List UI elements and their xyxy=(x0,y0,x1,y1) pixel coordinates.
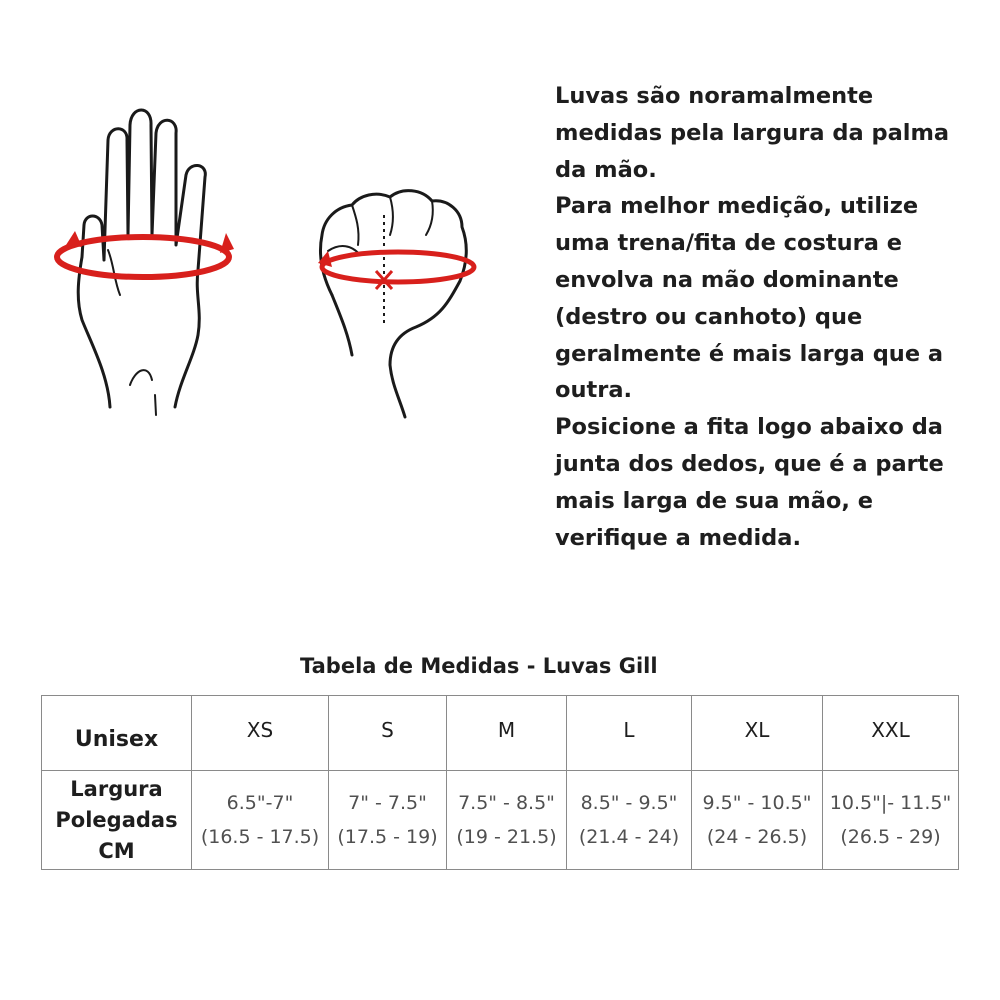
cm-value: (21.4 - 24) xyxy=(578,826,680,848)
inches-value: 6.5"-7" xyxy=(226,792,294,814)
size-table-measure-row xyxy=(42,771,959,870)
cm-value: (19 - 21.5) xyxy=(456,826,557,848)
row-label xyxy=(42,771,192,870)
instruction-paragraph-1: Luvas são noramalmente medidas pela largura da palma da mão. xyxy=(555,83,950,183)
inches-value: 8.5" - 9.5" xyxy=(580,792,678,814)
measurement-instructions xyxy=(555,78,975,556)
tape-loop-fist xyxy=(322,252,474,282)
inches-value: 10.5"|- 11.5" xyxy=(829,792,952,814)
size-code-xxl: XXL xyxy=(823,696,959,771)
size-code-s: S xyxy=(329,696,447,771)
measure-cell-s xyxy=(329,771,447,870)
instruction-paragraph-2: Para melhor medição, utilize uma trena/fita de costura e envolva na mão dominante (destro ou canhoto) que geralmente é mais larga que a outra. xyxy=(555,193,944,404)
cm-value: (17.5 - 19) xyxy=(337,826,438,848)
size-code-l: L xyxy=(567,696,692,771)
size-table-title: Tabela de Medidas - Luvas Gill xyxy=(300,654,658,678)
instruction-paragraph-3: Posicione a fita logo abaixo da junta dos dedos, que é a parte mais larga de sua mão, e verifique a medida. xyxy=(555,414,944,551)
tape-arrow-left xyxy=(66,231,82,247)
measure-cell-l xyxy=(567,771,692,870)
inches-value: 9.5" - 10.5" xyxy=(702,792,812,814)
row-label-cm: CM xyxy=(98,838,135,863)
size-code-xs: XS xyxy=(192,696,329,771)
open-hand-icon xyxy=(78,110,205,415)
measure-cell-xl xyxy=(692,771,823,870)
size-code-xl: XL xyxy=(692,696,823,771)
cm-value: (24 - 26.5) xyxy=(706,826,808,848)
inches-value: 7" - 7.5" xyxy=(348,792,427,814)
size-table xyxy=(41,695,959,870)
row-label-width: Largura xyxy=(70,776,163,801)
measure-cell-m xyxy=(447,771,567,870)
size-table-header-row xyxy=(42,696,959,771)
row-label-inches: Polegadas xyxy=(55,807,178,832)
unisex-label: Unisex xyxy=(42,696,192,771)
inches-value: 7.5" - 8.5" xyxy=(458,792,555,814)
hand-measurement-illustration xyxy=(30,95,500,425)
cm-value: (26.5 - 29) xyxy=(840,826,941,848)
measure-cell-xxl xyxy=(823,771,959,870)
tape-arrow-right xyxy=(220,233,234,253)
fist-icon xyxy=(320,191,466,417)
cm-value: (16.5 - 17.5) xyxy=(200,826,320,848)
measure-cell-xs xyxy=(192,771,329,870)
size-code-m: M xyxy=(447,696,567,771)
